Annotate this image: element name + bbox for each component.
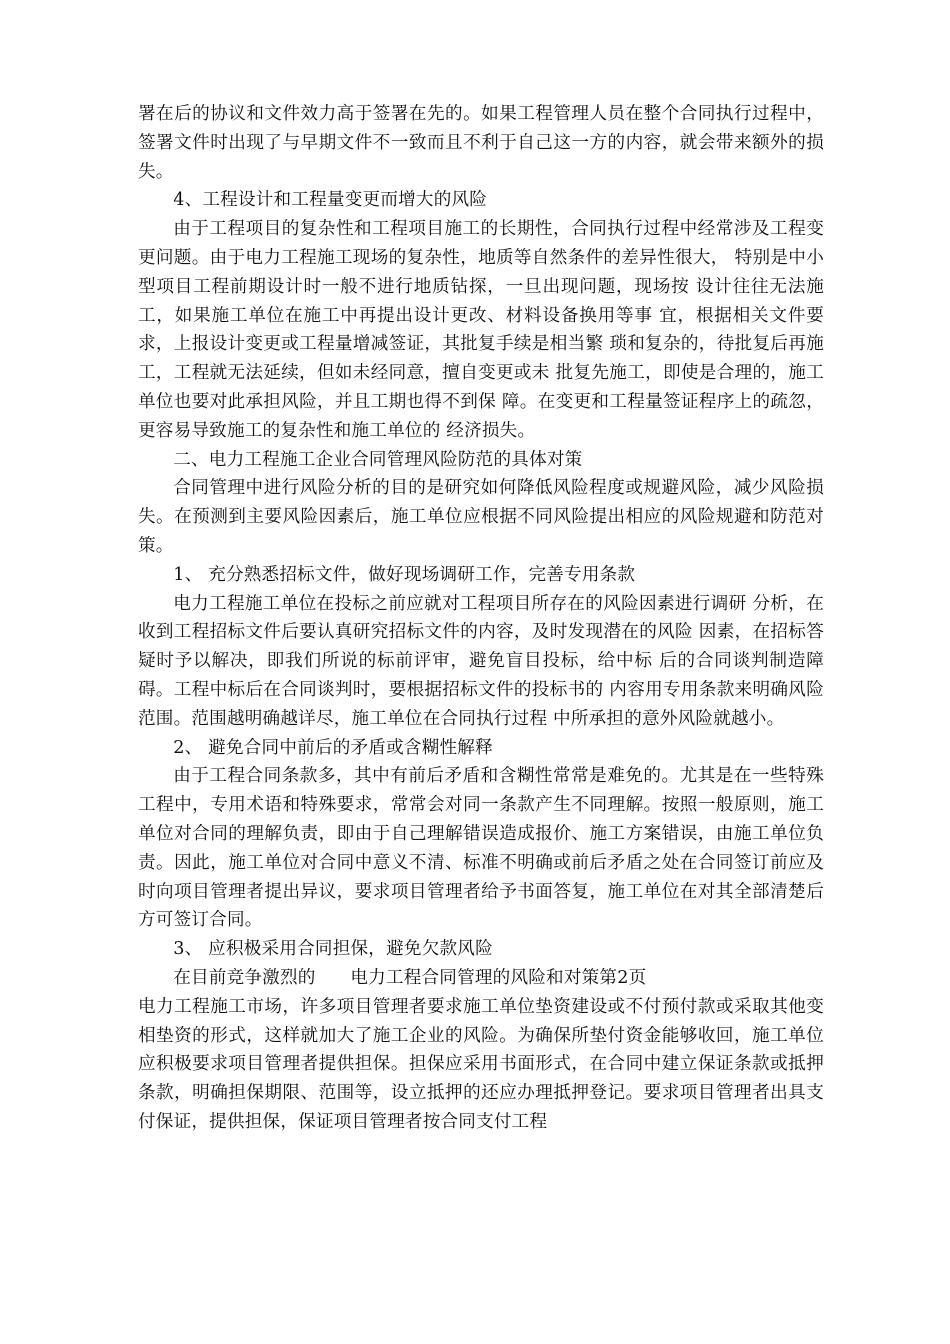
heading-item-4: 4、工程设计和工程量变更而增大的风险 [173,190,488,211]
heading-section-2: 二、电力工程施工企业合同管理风险防范的具体对策 [173,449,583,470]
paragraph-item-3-start-with-footer [138,964,824,993]
page-footer: 电力工程合同管理的风险和对策第2页 [350,967,647,988]
paragraph-item-3-start: 在目前竞争激烈的 [173,967,316,988]
document-page [138,100,824,1137]
paragraph-item-3-rest: 电力工程施工市场，许多项目管理者要求施工单位垫资建设或不付预付款或采取其他变相垫资的形式，这样就加大了施工企业的风险。为确保所垫付资金能够收回，施工单位应积极要求项目管理者提供担保。担保应采用书面形式，在合同中建立保证条款或抵押条款，明确担保期限、范围等，设立抵押的还应办理抵押登记。要求项目管理者出具支付保证，提供担保，保证项目管理者按合同支付工程 [138,996,824,1132]
heading-item-1: 1、 充分熟悉招标文件，做好现场调研工作，完善专用条款 [173,564,636,585]
paragraph-item-4: 由于工程项目的复杂性和工程项目施工的长期性，合同执行过程中经常涉及工程变更问题。由于电力工程施工现场的复杂性，地质等自然条件的差异性很大， 特别是中小型项目工程前期设计时一般不进行地质钻探，一旦出现问题，现场按 设计往往无法施工，如果施工单位在施工中再提出设计更改、材料设备换用等事 宜，根据相关文件要求，上报设计变更或工程量增减签证，其批复手续是相当繁 琐和复杂的，待批复后再施工，工程就无法延续，但如未经同意，擅自变更或未 批复先施工，即使是合理的，施工单位也要对此承担风险，并且工期也得不到保 障。在变更和工程量签证程序上的疏忽，更容易导致施工的复杂性和施工单位的 经济损失。 [138,219,824,441]
paragraph-section-2: 合同管理中进行风险分析的目的是研究如何降低风险程度或规避风险，减少风险损失。在预测到主要风险因素后，施工单位应根据不同风险提出相应的风险规避和防范对策。 [138,478,824,556]
heading-item-3: 3、 应积极采用合同担保，避免欠款风险 [173,939,493,960]
heading-item-2: 2、 避免合同中前后的矛盾或含糊性解释 [173,737,493,758]
paragraph-intro: 署在后的协议和文件效力高于签署在先的。如果工程管理人员在整个合同执行过程中，签署文件时出现了与早期文件不一致而且不利于自己这一方的内容，就会带来额外的损失。 [138,104,824,182]
paragraph-item-1: 电力工程施工单位在投标之前应就对工程项目所存在的风险因素进行调研 分析，在收到工程招标文件后要认真研究招标文件的内容，及时发现潜在的风险 因素，在招标答疑时予以解决，即我们所说的标前评审，避免盲目投标，给中标 后的合同谈判制造障碍。工程中标后在合同谈判时，要根据招标文件的投标书的 内容用专用条款来明确风险范围。范围越明确越详尽，施工单位在合同执行过程 中所承担的意外风险就越小。 [138,593,824,729]
paragraph-item-2: 由于工程合同条款多，其中有前后矛盾和含糊性常常是难免的。尤其是在一些特殊工程中，专用术语和特殊要求，常常会对同一条款产生不同理解。按照一般原则，施工单位对合同的理解负责，即由于自己理解错误造成报价、施工方案错误，由施工单位负责。因此，施工单位对合同中意义不清、标准不明确或前后矛盾之处在合同签订前应及时向项目管理者提出异议，要求项目管理者给予书面答复，施工单位在对其全部清楚后方可签订合同。 [138,766,824,931]
